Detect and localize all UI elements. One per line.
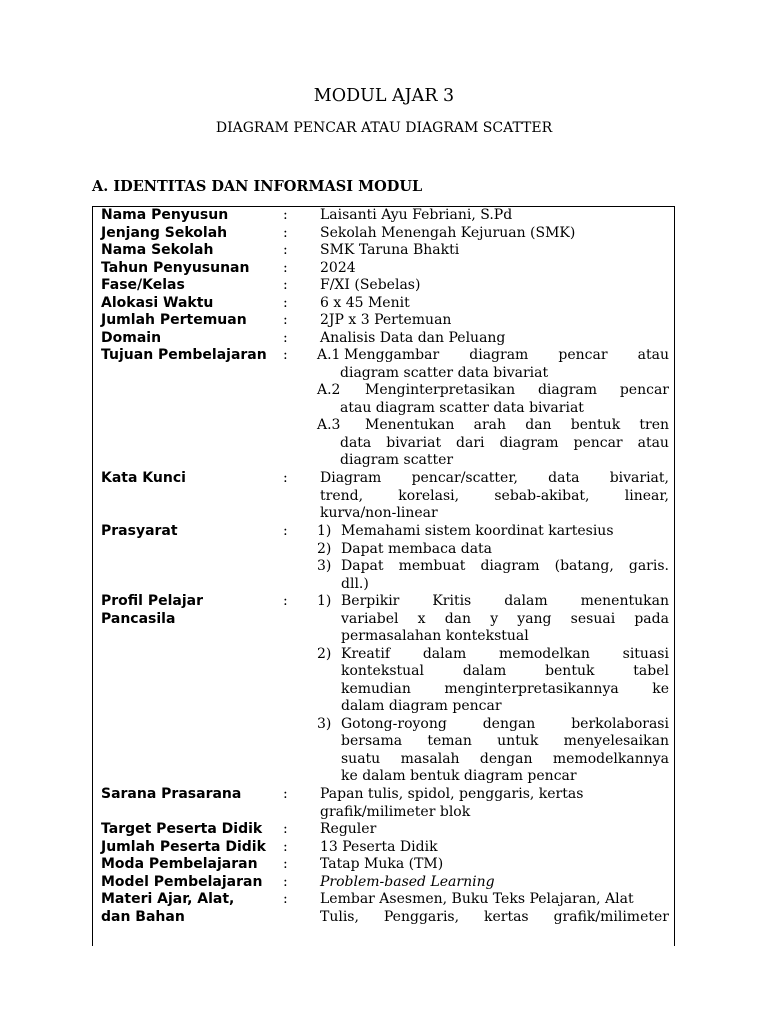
word: pada <box>634 610 669 627</box>
word: yang <box>517 610 552 627</box>
label-materi: dan Bahan <box>101 908 185 925</box>
value-fase-kelas: F/XI (Sebelas) <box>320 277 421 293</box>
label-moda: Moda Pembelajaran <box>101 856 258 872</box>
value-jumlah-pertemuan: 2JP x 3 Pertemuan <box>320 312 452 328</box>
kata-kunci-line <box>320 488 669 506</box>
row-tahun-penyusunan <box>93 260 675 278</box>
value-jumlah-peserta: 13 Peserta Didik <box>320 838 438 855</box>
colon: : <box>283 347 288 363</box>
row-profil-cont <box>93 681 675 699</box>
row-materi-cont <box>93 909 675 927</box>
profil-item <box>341 611 669 629</box>
label-sarana: Sarana Prasarana <box>101 786 242 802</box>
word: Menggambar <box>344 347 440 363</box>
row-alokasi-waktu <box>93 295 675 313</box>
word: kontekstual <box>341 663 424 679</box>
value-tahun-penyusunan: 2024 <box>320 259 356 276</box>
word: Diagram <box>320 470 382 486</box>
value-moda: Tatap Muka (TM) <box>320 856 444 872</box>
word: garis. <box>628 558 669 574</box>
value-nama-penyusun: Laisanti Ayu Febriani, S.Pd <box>320 207 513 223</box>
prasyarat-item: Memahami sistem koordinat kartesius <box>341 523 614 539</box>
word: Tulis, <box>320 908 359 925</box>
row-sarana-cont <box>93 804 675 822</box>
row-profil-cont <box>93 611 675 629</box>
colon: : <box>283 593 288 609</box>
row-nama-sekolah <box>93 242 675 260</box>
identity-table <box>92 206 675 946</box>
tujuan-a3-number: A.3 <box>317 417 341 433</box>
word: memodelkannya <box>552 750 669 767</box>
word: pencar <box>619 382 669 398</box>
word: tren <box>639 417 669 433</box>
label-domain: Domain <box>101 329 162 346</box>
row-tujuan-cont <box>93 365 675 383</box>
word: Dapat <box>341 558 384 574</box>
row-jenjang-sekolah <box>93 225 675 243</box>
word: arah <box>473 417 507 433</box>
row-profil-cont <box>93 733 675 751</box>
module-title: MODUL AJAR 3 <box>313 86 455 106</box>
tujuan-a3-line: diagram scatter <box>340 452 454 468</box>
word: Menentukan <box>365 417 455 433</box>
tujuan-a2-line <box>365 382 669 400</box>
word: Berpikir <box>341 593 400 609</box>
row-prasyarat-cont <box>93 576 675 594</box>
word: bentuk <box>545 663 595 679</box>
label-kata-kunci: Kata Kunci <box>101 470 186 486</box>
profil-item <box>341 663 669 681</box>
label-model: Model Pembelajaran <box>101 873 263 890</box>
word: sebab-akibat, <box>494 487 590 504</box>
label-profil: Pancasila <box>101 610 176 627</box>
value-sarana: grafik/milimeter blok <box>320 803 471 820</box>
profil-item <box>341 593 669 611</box>
row-tujuan-cont <box>93 452 675 470</box>
row-tujuan-cont <box>93 417 675 435</box>
row-prasyarat-cont <box>93 541 675 559</box>
word: menginterpretasikannya <box>444 680 619 697</box>
label-materi: Materi Ajar, Alat, <box>101 891 235 907</box>
prasyarat-item <box>341 558 669 576</box>
label-profil: Profil Pelajar <box>101 593 203 609</box>
row-profil <box>93 593 675 611</box>
row-materi <box>93 891 675 909</box>
profil-item <box>341 646 669 664</box>
colon: : <box>283 259 288 276</box>
value-model: Problem-based Learning <box>320 873 495 890</box>
colon: : <box>283 891 288 907</box>
row-profil-cont <box>93 646 675 664</box>
word: bivariat <box>386 434 442 451</box>
word: untuk <box>497 733 539 749</box>
module-subtitle: DIAGRAM PENCAR ATAU DIAGRAM SCATTER <box>215 120 553 136</box>
label-jumlah-pertemuan: Jumlah Pertemuan <box>101 312 247 328</box>
word: Penggaris, <box>383 908 460 925</box>
row-tujuan <box>93 347 675 365</box>
row-target-peserta <box>93 821 675 839</box>
list-number: 3) <box>317 715 332 732</box>
profil-item <box>341 716 669 734</box>
tujuan-a1-number: A.1 <box>317 347 341 363</box>
colon: : <box>283 856 288 872</box>
word: dalam <box>422 645 467 662</box>
word: teman <box>427 733 472 749</box>
word: dan <box>444 610 472 627</box>
list-number: 2) <box>317 645 332 662</box>
row-kata-kunci <box>93 470 675 488</box>
word: suatu <box>341 750 381 767</box>
colon: : <box>283 242 288 258</box>
value-alokasi-waktu: 6 x 45 Menit <box>320 294 410 311</box>
row-profil-cont <box>93 768 675 786</box>
row-tujuan-cont <box>93 382 675 400</box>
word: Menginterpretasikan <box>365 382 516 398</box>
row-tujuan-cont <box>93 400 675 418</box>
value-sarana: Papan tulis, spidol, penggaris, kertas <box>320 786 584 802</box>
word: tabel <box>633 663 669 679</box>
value-domain: Analisis Data dan Peluang <box>320 329 506 346</box>
tujuan-a3-line <box>340 435 669 453</box>
word: y <box>490 610 499 627</box>
row-moda <box>93 856 675 874</box>
value-materi <box>320 909 669 927</box>
profil-item <box>341 733 669 751</box>
row-domain <box>93 330 675 348</box>
word: membuat <box>398 558 466 574</box>
profil-item <box>341 751 669 769</box>
word: Kreatif <box>341 645 391 662</box>
word: atau <box>637 347 669 363</box>
label-tujuan: Tujuan Pembelajaran <box>101 347 267 363</box>
profil-item: permasalahan kontekstual <box>341 628 529 644</box>
word: menentukan <box>580 593 669 609</box>
section-heading: A. IDENTITAS DAN INFORMASI MODUL <box>92 178 423 195</box>
row-profil-cont <box>93 698 675 716</box>
row-sarana <box>93 786 675 804</box>
word: berkolaborasi <box>571 715 669 732</box>
row-tujuan-cont <box>93 435 675 453</box>
word: pencar/scatter, <box>411 470 518 486</box>
word: (batang, <box>554 558 614 574</box>
row-jumlah-peserta <box>93 839 675 857</box>
word: kemudian <box>341 680 411 697</box>
row-prasyarat <box>93 523 675 541</box>
colon: : <box>283 873 288 890</box>
label-fase-kelas: Fase/Kelas <box>101 277 185 293</box>
word: x <box>417 610 426 627</box>
row-profil-cont <box>93 751 675 769</box>
value-materi: Lembar Asesmen, Buku Teks Pelajaran, Alat <box>320 891 634 907</box>
word: bentuk <box>570 417 621 433</box>
tujuan-a1-line: diagram scatter data bivariat <box>340 364 549 381</box>
word: dari <box>456 434 485 451</box>
colon: : <box>283 294 288 311</box>
label-prasyarat: Prasyarat <box>101 523 178 539</box>
list-number: 3) <box>317 558 332 574</box>
row-nama-penyusun <box>93 207 675 225</box>
word: dengan <box>482 715 536 732</box>
colon: : <box>283 838 288 855</box>
profil-item <box>341 681 669 699</box>
value-jenjang-sekolah: Sekolah Menengah Kejuruan (SMK) <box>320 224 576 241</box>
colon: : <box>283 277 288 293</box>
value-target-peserta: Reguler <box>320 821 377 837</box>
word: atau <box>637 434 669 451</box>
kata-kunci-line: kurva/non-linear <box>320 505 438 521</box>
word: data <box>340 434 372 451</box>
word: bersama <box>341 733 403 749</box>
profil-item: dalam diagram pencar <box>341 698 502 714</box>
row-kata-kunci-cont <box>93 505 675 523</box>
list-number: 2) <box>317 540 332 557</box>
colon: : <box>283 312 288 328</box>
word: dan <box>525 417 552 433</box>
prasyarat-item: dll.) <box>341 575 369 592</box>
tujuan-a2-number: A.2 <box>317 382 341 398</box>
label-nama-penyusun: Nama Penyusun <box>101 207 229 223</box>
label-alokasi-waktu: Alokasi Waktu <box>101 294 214 311</box>
word: korelasi, <box>398 487 460 504</box>
row-profil-cont <box>93 628 675 646</box>
word: ke <box>652 680 669 697</box>
label-jumlah-peserta: Jumlah Peserta Didik <box>101 838 266 855</box>
word: situasi <box>622 645 669 662</box>
word: variabel <box>341 610 399 627</box>
word: diagram <box>480 558 540 574</box>
word: trend, <box>320 487 364 504</box>
value-nama-sekolah: SMK Taruna Bhakti <box>320 242 460 258</box>
list-number: 1) <box>317 523 332 539</box>
tujuan-a3-line <box>365 417 669 435</box>
row-fase-kelas <box>93 277 675 295</box>
word: grafik/milimeter <box>553 908 669 925</box>
word: Gotong-royong <box>341 715 447 732</box>
word: dalam <box>504 593 548 609</box>
word: pencar <box>558 347 608 363</box>
list-number: 1) <box>317 593 332 609</box>
word: sesuai <box>570 610 616 627</box>
profil-item: ke dalam bentuk diagram pencar <box>341 768 577 784</box>
word: data <box>548 470 580 486</box>
word: bivariat, <box>609 470 669 486</box>
row-profil-cont <box>93 716 675 734</box>
word: dengan <box>479 750 533 767</box>
word: diagram <box>499 434 559 451</box>
word: masalah <box>400 750 460 767</box>
row-jumlah-pertemuan <box>93 312 675 330</box>
word: menyelesaikan <box>563 733 669 749</box>
row-kata-kunci-cont <box>93 488 675 506</box>
colon: : <box>283 329 288 346</box>
prasyarat-item: Dapat membaca data <box>341 540 493 557</box>
word: Kritis <box>432 593 472 609</box>
label-tahun-penyusunan: Tahun Penyusunan <box>101 259 250 276</box>
row-profil-cont <box>93 663 675 681</box>
label-target-peserta: Target Peserta Didik <box>101 821 263 837</box>
tujuan-a2-line: atau diagram scatter data bivariat <box>340 399 584 416</box>
tujuan-a1-line <box>344 347 669 365</box>
colon: : <box>283 523 288 539</box>
label-nama-sekolah: Nama Sekolah <box>101 242 214 258</box>
word: diagram <box>469 347 529 363</box>
word: diagram <box>537 382 598 398</box>
colon: : <box>283 224 288 241</box>
word: kertas <box>484 908 529 925</box>
word: linear, <box>624 487 669 504</box>
row-model <box>93 874 675 892</box>
word: dalam <box>462 663 507 679</box>
colon: : <box>283 207 288 223</box>
word: memodelkan <box>499 645 590 662</box>
kata-kunci-line <box>320 470 669 488</box>
label-jenjang-sekolah: Jenjang Sekolah <box>101 224 228 241</box>
colon: : <box>283 470 288 486</box>
colon: : <box>283 821 288 837</box>
row-prasyarat-cont <box>93 558 675 576</box>
colon: : <box>283 786 288 802</box>
word: pencar <box>573 434 623 451</box>
